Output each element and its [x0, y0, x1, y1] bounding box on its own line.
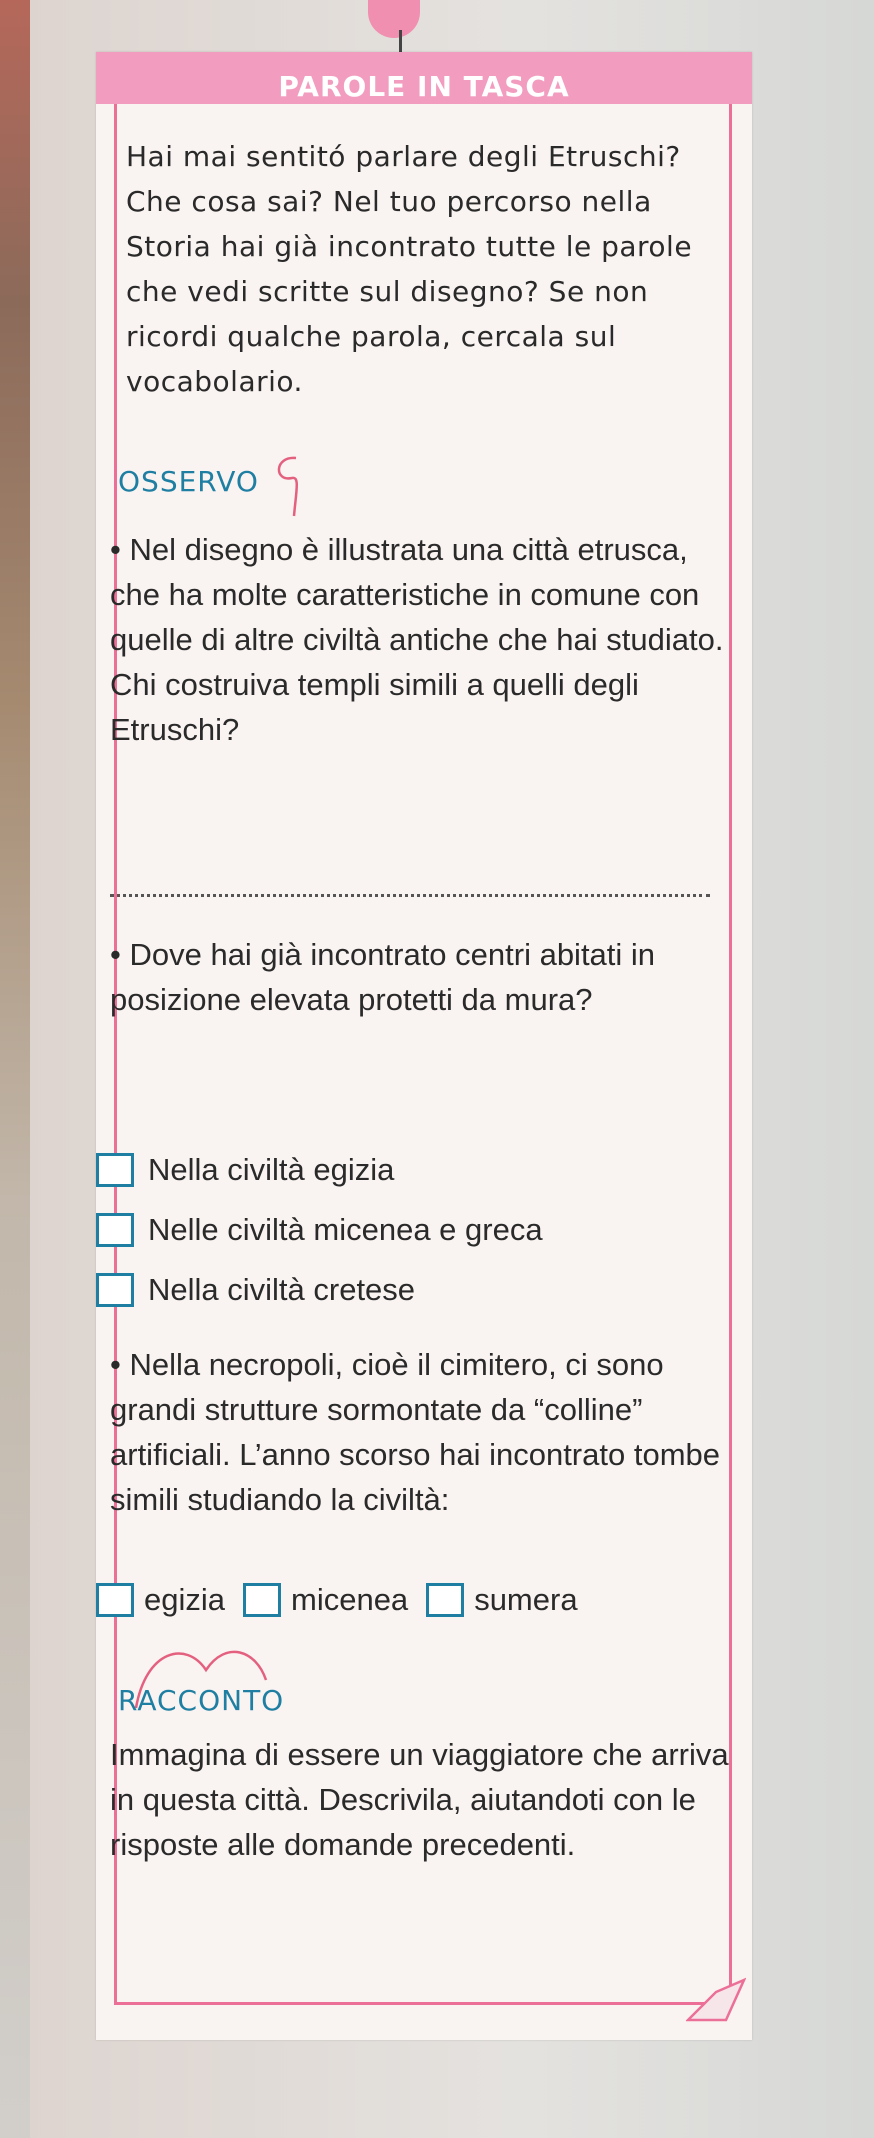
- option-label: Nella civiltà egizia: [148, 1152, 395, 1187]
- background-left-edge: [0, 0, 30, 2138]
- card-title: PAROLE IN TASCA: [278, 69, 570, 103]
- osservo-question-1: • Nel disegno è illustrata una città etrusca, che ha molte caratteristiche in comune con quelle di altre civiltà antiche che hai studiato. Chi costruiva templi simili a quelli degli Etruschi?: [110, 532, 724, 747]
- checkbox-egizia[interactable]: [96, 1153, 134, 1187]
- info-card: [96, 52, 752, 2040]
- option-label: egizia: [144, 1582, 225, 1617]
- osservo-heading: OSSERVO: [118, 465, 259, 498]
- option-label: Nella civiltà cretese: [148, 1272, 416, 1307]
- checkbox-micenea-greca[interactable]: [96, 1213, 134, 1247]
- title-band: [96, 52, 752, 104]
- page-curl-icon: [686, 1972, 746, 2022]
- checkbox-cretese[interactable]: [96, 1273, 134, 1307]
- osservo-question-3: • Nella necropoli, cioè il cimitero, ci sono grandi strutture sormontate da “colline” artificiali. L’anno scorso hai incontrato tombe simili studiando la civiltà:: [110, 1347, 720, 1517]
- racconto-heading: RACCONTO: [118, 1684, 285, 1717]
- option-egizia-row[interactable]: [96, 1152, 394, 1188]
- checkbox-egizia-tomb[interactable]: [96, 1583, 134, 1617]
- option-label: micenea: [291, 1582, 409, 1617]
- option-label: sumera: [474, 1582, 578, 1617]
- option-cretese-row[interactable]: [96, 1272, 415, 1308]
- osservo-question-2: • Dove hai già incontrato centri abitati in posizione elevata protetti da mura?: [110, 937, 656, 1017]
- answer-line[interactable]: [110, 894, 710, 897]
- pushpin-icon: [368, 0, 420, 38]
- civilization-options: [96, 1582, 596, 1618]
- option-micenea-greca-row[interactable]: [96, 1212, 543, 1248]
- racconto-text: Immagina di essere un viaggiatore che arriva in questa città. Descrivila, aiutandoti con le risposte alle domande precedenti.: [110, 1737, 729, 1862]
- option-label: Nelle civiltà micenea e greca: [148, 1212, 543, 1247]
- checkbox-micenea-tomb[interactable]: [243, 1583, 281, 1617]
- checkbox-sumera-tomb[interactable]: [426, 1583, 464, 1617]
- handwritten-mark-icon: [266, 452, 316, 522]
- intro-text: Hai mai sentitó parlare degli Etruschi? Che cosa sai? Nel tuo percorso nella Storia hai già incontrato tutte le parole che vedi scritte sul disegno? Se non ricordi qualche parola, cercala sul vocabolario.: [126, 140, 693, 398]
